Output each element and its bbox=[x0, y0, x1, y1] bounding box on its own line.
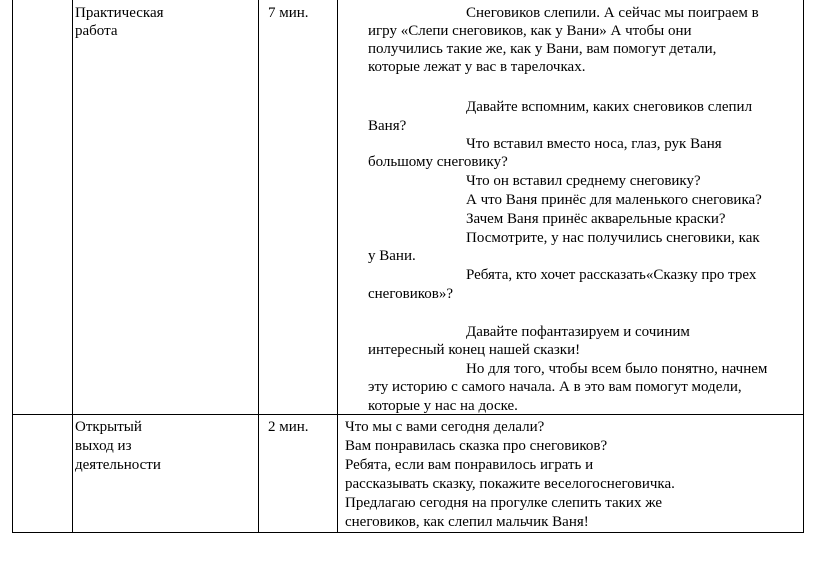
text-line: снеговиков, как слепил мальчик Ваня! bbox=[345, 514, 589, 530]
stage-label: работа bbox=[75, 23, 118, 39]
column-divider-3 bbox=[337, 0, 338, 533]
text-line: Вам понравилась сказка про снеговиков? bbox=[345, 438, 608, 454]
text-line: Снеговиков слепили. А сейчас мы поиграем в bbox=[466, 5, 759, 21]
text-line: Что он вставил среднему снеговику? bbox=[466, 173, 701, 189]
table-border-left bbox=[12, 0, 13, 533]
text-line: Что мы с вами сегодня делали? bbox=[345, 419, 545, 435]
text-line: рассказывать сказку, покажите веселогоснеговичка. bbox=[345, 476, 675, 492]
text-line: у Вани. bbox=[368, 248, 416, 264]
text-line: Что вставил вместо носа, глаз, рук Ваня bbox=[466, 136, 722, 152]
text-line: снеговиков»? bbox=[368, 286, 453, 302]
text-line: Ребята, кто хочет рассказать«Сказку про трех bbox=[466, 267, 757, 283]
text-line: Ребята, если вам понравилось играть и bbox=[345, 457, 594, 473]
text-line: интересный конец нашей сказки! bbox=[368, 342, 581, 358]
text-line: которые у нас на доске. bbox=[368, 398, 518, 414]
column-divider-2 bbox=[258, 0, 259, 533]
text-line: Но для того, чтобы всем было понятно, начнем bbox=[466, 361, 768, 377]
duration-label: 2 мин. bbox=[268, 419, 309, 435]
column-divider-1 bbox=[72, 0, 73, 533]
text-line: эту историю с самого начала. А в это вам помогут модели, bbox=[368, 379, 742, 395]
text-line: А что Ваня принёс для маленького снеговика? bbox=[466, 192, 762, 208]
text-line: Зачем Ваня принёс акварельные краски? bbox=[466, 211, 726, 227]
stage-label: Открытый bbox=[75, 419, 142, 435]
stage-label: Практическая bbox=[75, 5, 164, 21]
text-line: игру «Слепи снеговиков, как у Вани» А чтобы они bbox=[368, 23, 692, 39]
table-border-right bbox=[803, 0, 804, 533]
stage-label: деятельности bbox=[75, 457, 161, 473]
stage-label: выход из bbox=[75, 438, 132, 454]
text-line: которые лежат у вас в тарелочках. bbox=[368, 59, 586, 75]
text-line: получились такие же, как у Вани, вам помогут детали, bbox=[368, 41, 717, 57]
text-line: Ваня? bbox=[368, 118, 407, 134]
table-border-bottom bbox=[12, 532, 804, 533]
duration-label: 7 мин. bbox=[268, 5, 309, 21]
text-line: Предлагаю сегодня на прогулке слепить таких же bbox=[345, 495, 663, 511]
text-line: Давайте вспомним, каких снеговиков слепил bbox=[466, 99, 753, 115]
text-line: Посмотрите, у нас получились снеговики, как bbox=[466, 230, 760, 246]
text-line: большому снеговику? bbox=[368, 154, 508, 170]
text-line: Давайте пофантазируем и сочиним bbox=[466, 324, 690, 340]
